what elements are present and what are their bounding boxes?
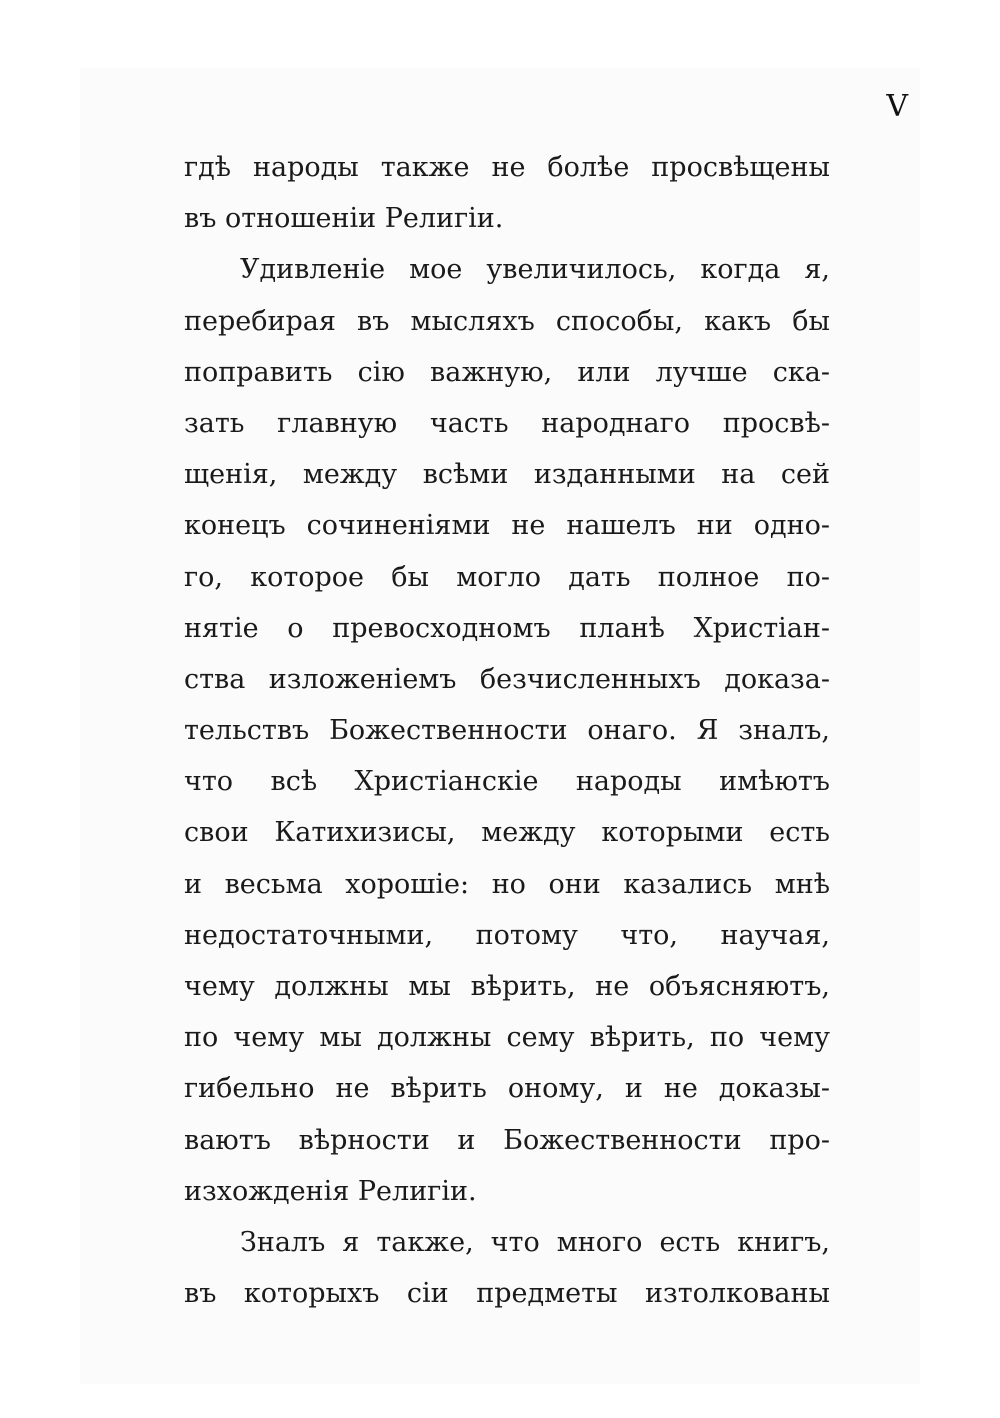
text-line: Зналъ я также, что много есть книгъ,	[240, 1226, 830, 1258]
text-line: зать главную часть народнаго просвѣ-	[184, 407, 830, 439]
text-line: чему должны мы вѣрить, не объясняютъ,	[184, 971, 830, 1002]
paragraph	[184, 244, 830, 1217]
text-line: го, которое бы могло дать полное по-	[184, 561, 830, 593]
text-line: нятіе о превосходномъ планѣ Христіан-	[184, 612, 830, 644]
text-line: тельствъ Божественности онаго. Я зналъ,	[184, 715, 830, 747]
text-line: по чему мы должны сему вѣрить, по чему	[184, 1022, 830, 1054]
body-text	[184, 142, 830, 1319]
text-line: что всѣ Христіанскіе народы имѣютъ	[184, 766, 830, 798]
text-line: въ которыхъ сіи предметы изтолкованы	[184, 1278, 830, 1310]
text-line: Удивленіе мое увеличилось, когда я,	[240, 254, 830, 286]
text-line: ства изложеніемъ безчисленныхъ доказа-	[184, 663, 830, 695]
text-line: и весьма хорошіе: но они казались мнѣ	[184, 868, 830, 900]
text-line: гдѣ народы также не болѣе просвѣщены	[184, 152, 830, 183]
text-line: недостаточными, потому что, научая,	[184, 919, 830, 951]
page-number: V	[886, 89, 908, 124]
text-line: изхожденія Религіи.	[184, 1175, 477, 1207]
text-line: поправить сію важную, или лучше ска-	[184, 356, 830, 388]
paragraph	[184, 1217, 830, 1319]
paragraph	[184, 142, 830, 244]
text-line: въ отношеніи Религіи.	[184, 203, 504, 235]
text-line: гибельно не вѣрить оному, и не доказы-	[184, 1073, 830, 1105]
text-line: перебирая въ мысляхъ способы, какъ бы	[184, 305, 830, 337]
text-line: конецъ сочиненіями не нашелъ ни одно-	[184, 510, 830, 542]
text-line: щенія, между всѣми изданными на сей	[184, 459, 830, 491]
text-line: свои Катихизисы, между которыми есть	[184, 817, 830, 849]
text-line: ваютъ вѣрности и Божественности про-	[184, 1124, 830, 1156]
